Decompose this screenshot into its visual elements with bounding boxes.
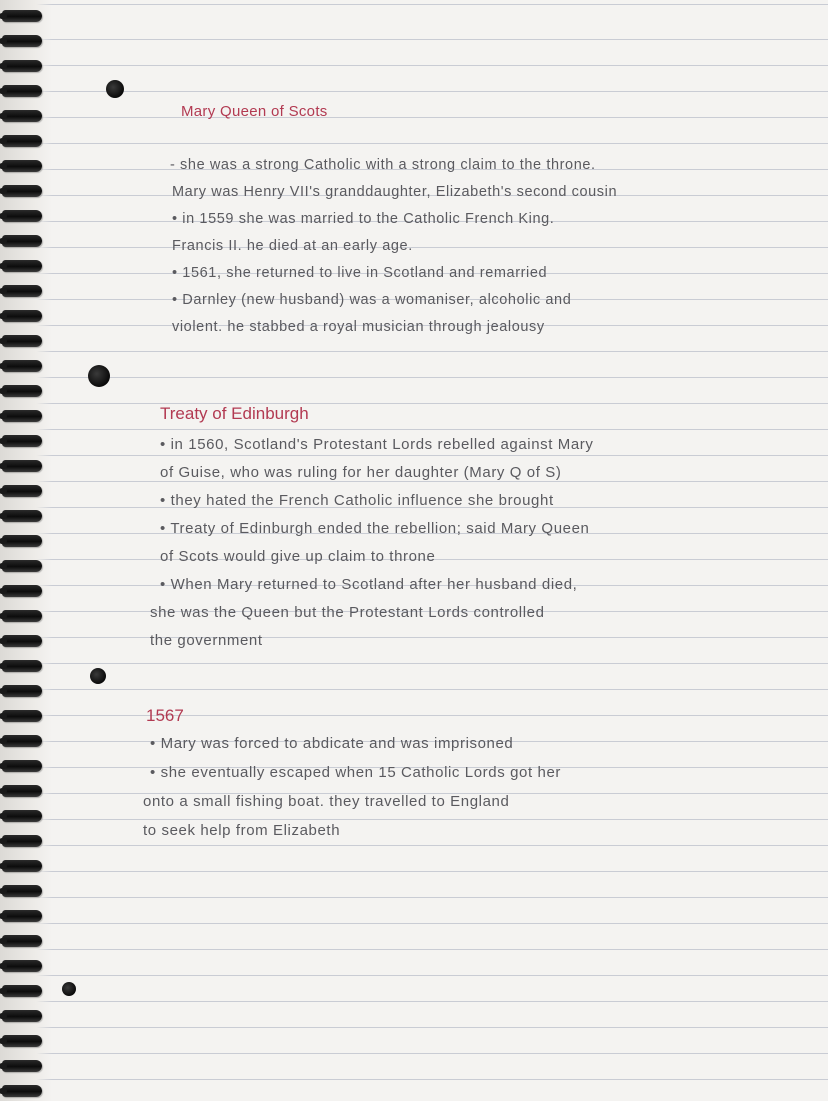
spiral-ring [2, 785, 42, 797]
spiral-ring [2, 585, 42, 597]
note-line: • Treaty of Edinburgh ended the rebellion; said Mary Queen [160, 520, 590, 537]
spiral-ring [2, 260, 42, 272]
note-line: Mary was Henry VII's granddaughter, Elizabeth's second cousin [172, 184, 618, 200]
note-line: violent. he stabbed a royal musician through jealousy [172, 319, 545, 335]
spiral-ring [2, 1010, 42, 1022]
spiral-ring [2, 385, 42, 397]
spiral-ring [2, 635, 42, 647]
note-line: • 1561, she returned to live in Scotland and remarried [172, 265, 548, 281]
note-line: of Scots would give up claim to throne [160, 548, 436, 565]
spiral-ring [2, 710, 42, 722]
spiral-ring [2, 335, 42, 347]
spiral-ring [2, 910, 42, 922]
note-line: - she was a strong Catholic with a strong claim to the throne. [170, 157, 596, 173]
spiral-ring [2, 435, 42, 447]
spiral-ring [2, 885, 42, 897]
spiral-ring [2, 560, 42, 572]
spiral-ring [2, 410, 42, 422]
spiral-ring [2, 85, 42, 97]
note-line: • Darnley (new husband) was a womaniser, alcoholic and [172, 292, 572, 308]
spiral-ring [2, 160, 42, 172]
spiral-ring [2, 360, 42, 372]
note-line: onto a small fishing boat. they travelled to England [143, 793, 510, 810]
spiral-ring [2, 760, 42, 772]
note-line: • When Mary returned to Scotland after her husband died, [160, 576, 578, 593]
spiral-ring [2, 960, 42, 972]
spiral-ring [2, 1085, 42, 1097]
spiral-ring [2, 835, 42, 847]
spiral-ring [2, 210, 42, 222]
spiral-ring [2, 510, 42, 522]
note-line: of Guise, who was ruling for her daughter (Mary Q of S) [160, 464, 562, 481]
spiral-binding [0, 0, 52, 1101]
spiral-ring [2, 485, 42, 497]
note-line: • they hated the French Catholic influence she brought [160, 492, 554, 509]
spiral-ring [2, 535, 42, 547]
punch-hole [62, 982, 76, 996]
spiral-ring [2, 235, 42, 247]
spiral-ring [2, 10, 42, 22]
spiral-ring [2, 735, 42, 747]
spiral-ring [2, 135, 42, 147]
spiral-ring [2, 35, 42, 47]
spiral-ring [2, 810, 42, 822]
spiral-ring [2, 185, 42, 197]
spiral-ring [2, 685, 42, 697]
spiral-ring [2, 660, 42, 672]
spiral-ring [2, 285, 42, 297]
spiral-ring [2, 1035, 42, 1047]
note-line: the government [150, 632, 263, 649]
spiral-ring [2, 985, 42, 997]
spiral-ring [2, 460, 42, 472]
punch-hole [90, 668, 106, 684]
punch-hole [88, 365, 110, 387]
note-line: • she eventually escaped when 15 Catholic Lords got her [150, 764, 561, 781]
section-heading-1567: 1567 [146, 706, 184, 725]
note-line: to seek help from Elizabeth [143, 822, 341, 839]
note-line: • in 1559 she was married to the Catholic French King. [172, 211, 555, 227]
spiral-ring [2, 935, 42, 947]
spiral-ring [2, 1060, 42, 1072]
notes-title: Mary Queen of Scots [181, 103, 328, 120]
note-line: she was the Queen but the Protestant Lords controlled [150, 604, 545, 621]
spiral-ring [2, 110, 42, 122]
punch-hole [106, 80, 124, 98]
section-heading-treaty: Treaty of Edinburgh [160, 404, 309, 423]
note-line: Francis II. he died at an early age. [172, 238, 413, 254]
spiral-ring [2, 60, 42, 72]
spiral-ring [2, 310, 42, 322]
spiral-ring [2, 860, 42, 872]
note-line: • Mary was forced to abdicate and was imprisoned [150, 735, 514, 752]
note-line: • in 1560, Scotland's Protestant Lords rebelled against Mary [160, 436, 594, 453]
spiral-ring [2, 610, 42, 622]
